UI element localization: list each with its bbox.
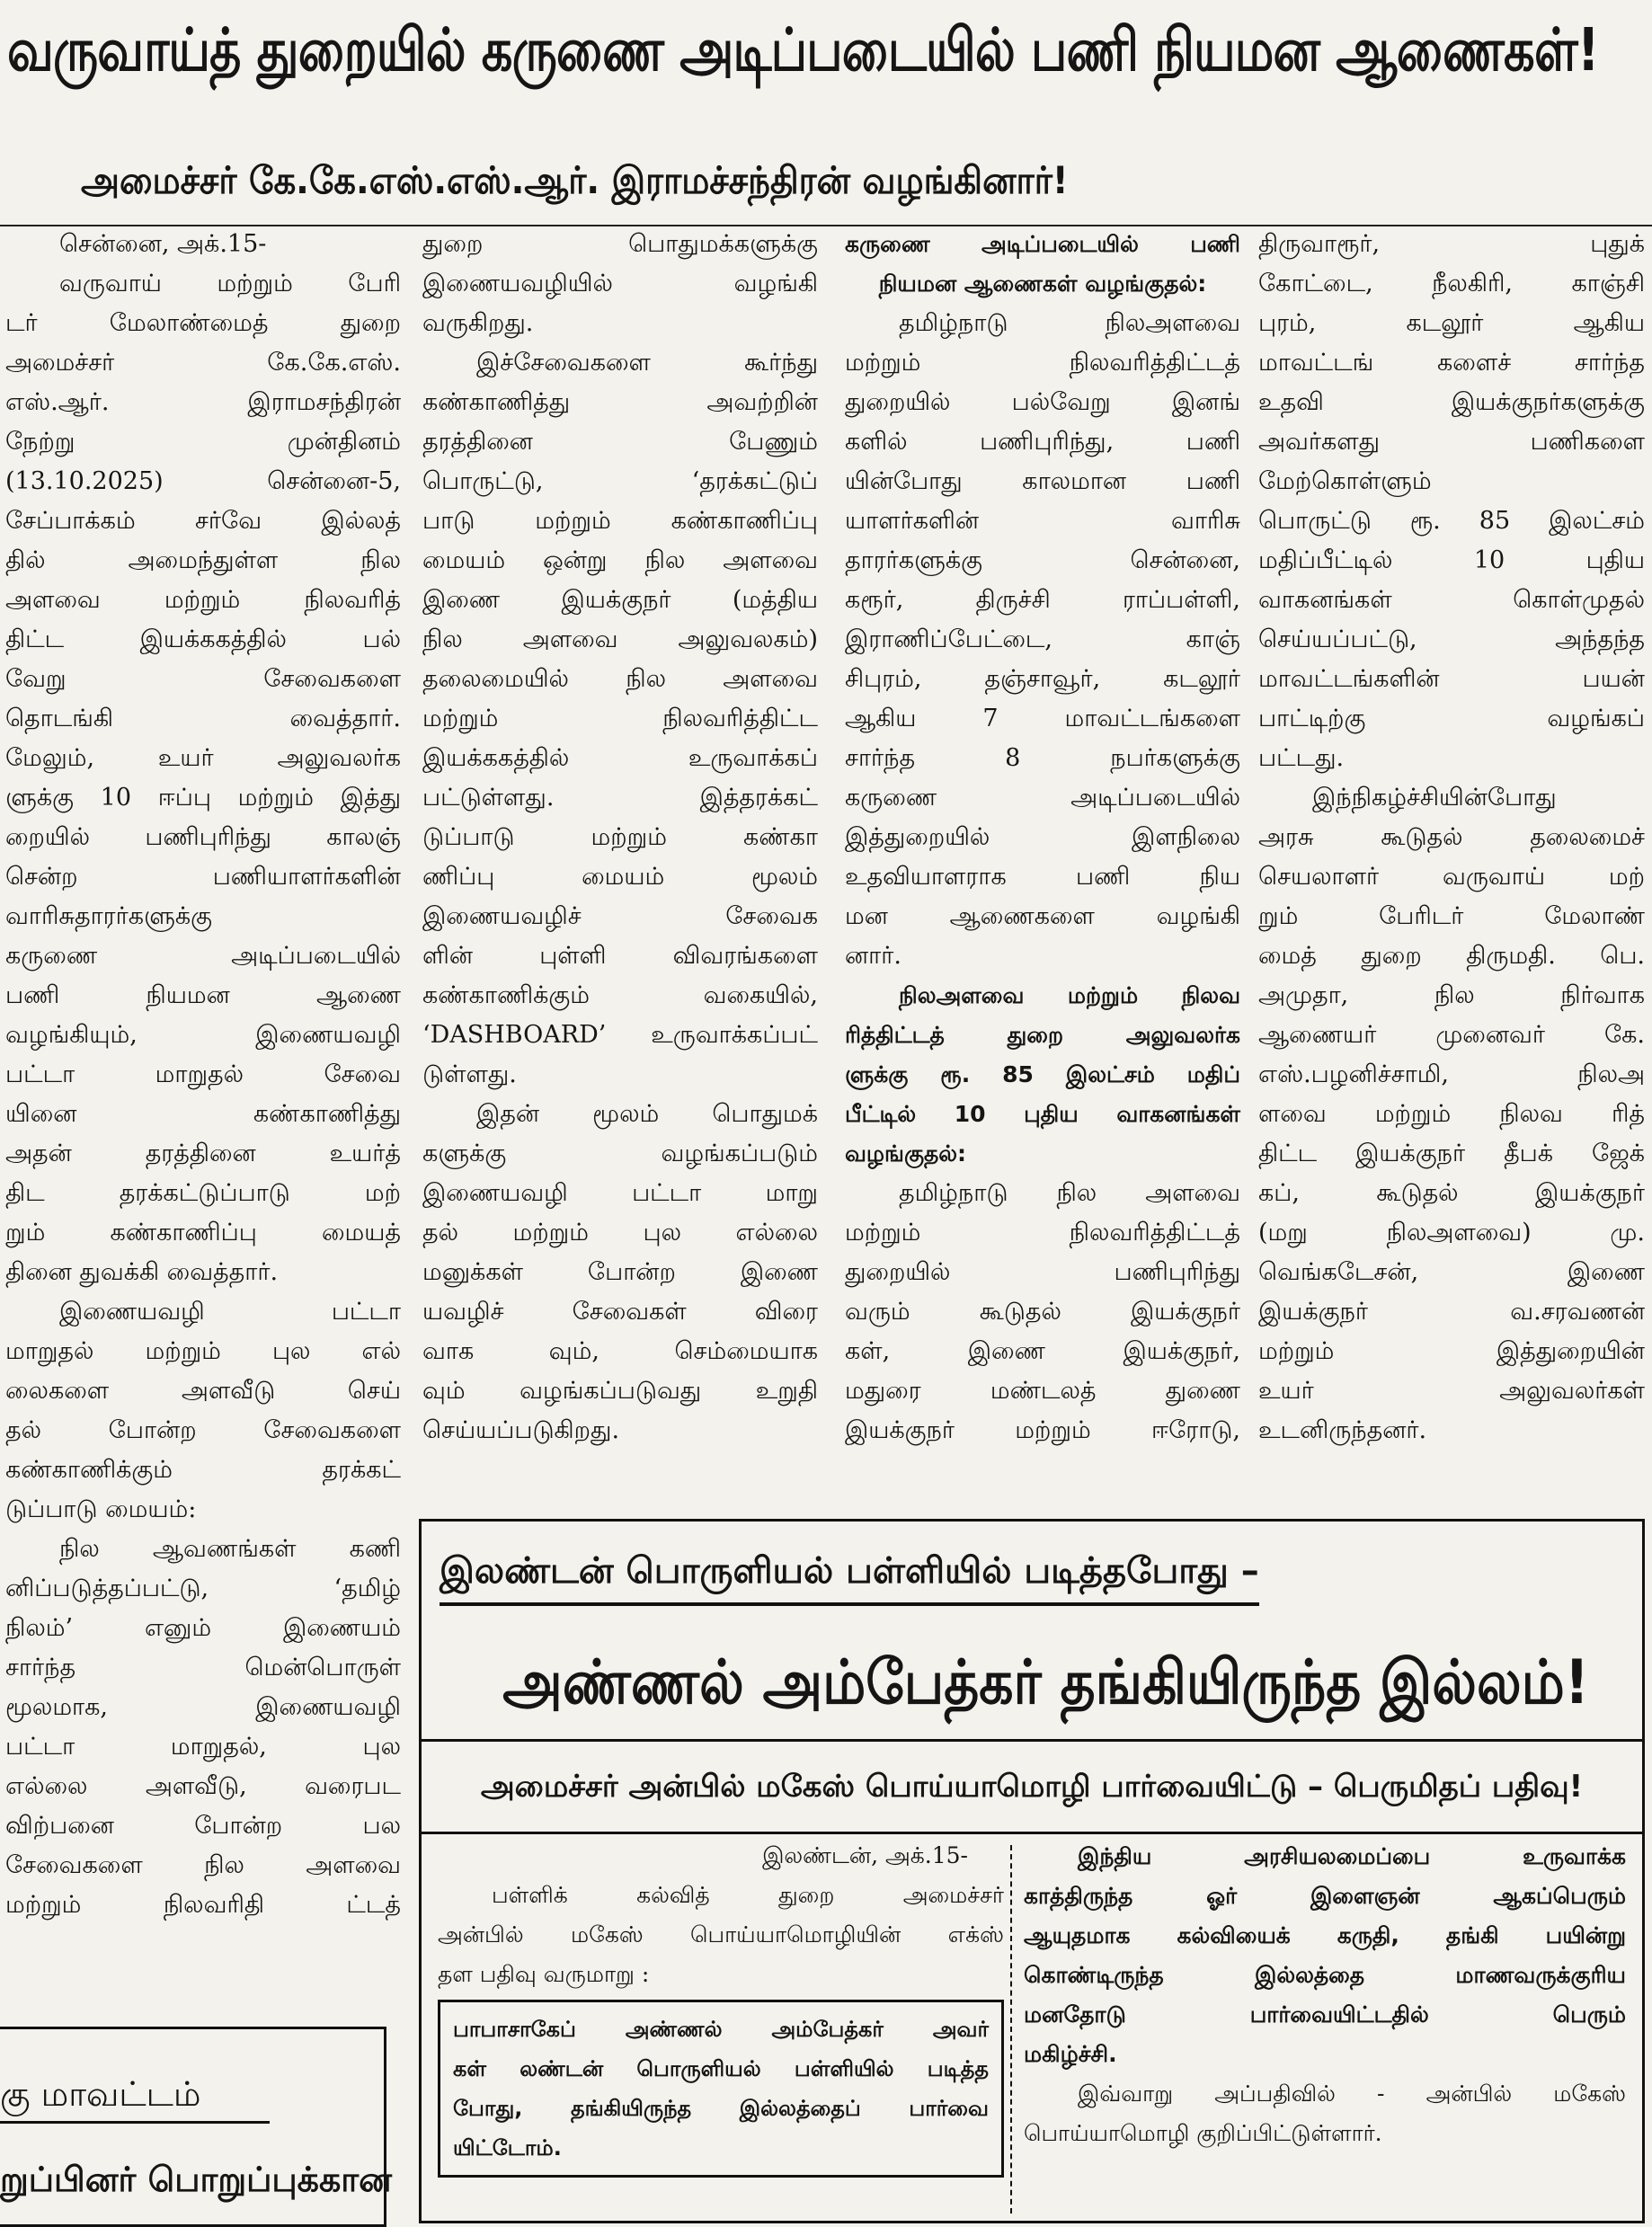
article-line: பொருட்டு, ‘தரக்கட்டுப் xyxy=(422,467,818,495)
article-line: சேப்பாக்கம் சர்வே இல்லத் xyxy=(5,507,401,535)
box-divider xyxy=(1010,1845,1012,2214)
article-line: வாகனங்கள் கொள்முதல் xyxy=(1258,586,1645,614)
article-line: உயர் அலுவலர்கள் xyxy=(1258,1377,1645,1405)
article-line: செய்யப்பட்டு, அந்தந்த xyxy=(1258,626,1645,653)
article-line: புரம், கடலூர் ஆகிய xyxy=(1258,309,1645,337)
article-line: றையில் பணிபுரிந்து காலஞ் xyxy=(5,823,401,851)
article-line: ரித்திட்டத் துறை அலுவலர்க xyxy=(845,1022,1240,1048)
article-line: தலைமையில் நில அளவை xyxy=(422,665,818,693)
article-line: தொடங்கி வைத்தார். xyxy=(5,705,401,732)
article-line: வும் வழங்கப்படுவது உறுதி xyxy=(422,1377,818,1405)
article-line: மற்றும் நிலவரித்திட்டத் xyxy=(845,349,1240,377)
article-line: கப், கூடுதல் இயக்குநர் xyxy=(1258,1179,1645,1207)
article-line: சென்னை, அக்.15- xyxy=(59,230,267,258)
article-line: திட்ட இயக்குநர் தீபக் ஜேக் xyxy=(1258,1140,1645,1167)
article-line: யின்போது காலமான பணி xyxy=(845,467,1240,495)
article-line: வேறு சேவைகளை xyxy=(5,665,401,693)
article-line: அமைச்சர் கே.கே.எஸ். xyxy=(5,349,401,377)
article-line: தாரர்களுக்கு சென்னை, xyxy=(845,546,1240,574)
article-line: மற்றும் இத்துறையின் xyxy=(1258,1337,1645,1365)
article-line: எஸ்.பழனிச்சாமி, நிலஅ xyxy=(1258,1060,1645,1088)
article-line: இராணிப்பேட்டை, காஞ் xyxy=(845,626,1240,653)
article-line: துறையில் பணிபுரிந்து xyxy=(845,1258,1240,1286)
article-line: பணி நியமன ஆணை xyxy=(5,981,401,1009)
article-line: தினை துவக்கி வைத்தார். xyxy=(5,1258,279,1286)
article-line: லைகளை அளவீடு செய் xyxy=(5,1377,401,1405)
box-subheadline: அமைச்சர் அன்பில் மகேஸ் பொய்யாமொழி பார்வையிட்டு – பெருமிதப் பதிவு! xyxy=(422,1739,1642,1834)
article-line: மற்றும் நிலவரித்திட்ட xyxy=(422,705,818,732)
article-line: நிலஅளவை மற்றும் நிலவ xyxy=(899,982,1240,1008)
article-line: வழங்குதல்: xyxy=(845,1140,967,1167)
article-line: பாடு மற்றும் கண்காணிப்பு xyxy=(422,507,818,535)
article-line: கண்காணிக்கும் வகையில், xyxy=(422,981,818,1009)
article-line: பாட்டிற்கு வழங்கப் xyxy=(1258,705,1645,732)
article-line: றும் பேரிடர் மேலாண் xyxy=(1258,902,1645,930)
article-line: மற்றும் நிலவரிதி ட்டத் xyxy=(5,1891,401,1919)
article-line: இந்நிகழ்ச்சியின்போது xyxy=(1312,784,1557,812)
article-line: யாளர்களின் வாரிசு xyxy=(845,507,1240,535)
article-line: பட்டுள்ளது. இத்தரக்கட் xyxy=(422,784,818,812)
article-line: உதவியாளராக பணி நிய xyxy=(845,863,1240,891)
article-line: தரத்தினை பேணும் xyxy=(422,428,818,456)
box-right-bold-3: ஆயுதமாக கல்வியைக் கருதி, தங்கி பயின்று xyxy=(1024,1922,1626,1948)
box-dateline: இலண்டன், அக்.15- xyxy=(762,1842,968,1868)
article-line: நில அளவை அலுவலகம்) xyxy=(422,626,818,653)
article-line: வாக வும், செம்மையாக xyxy=(422,1337,818,1365)
article-line: மதிப்பீட்டில் 10 புதிய xyxy=(1258,546,1645,574)
article-line: செயலாளர் வருவாய் மற் xyxy=(1258,863,1645,891)
box-kicker: இலண்டன் பொருளியல் பள்ளியில் படித்தபோது – xyxy=(440,1539,1259,1606)
article-line: இணையவழி பட்டா மாறு xyxy=(422,1179,818,1207)
main-headline: வருவாய்த் துறையில் கருணை அடிப்படையில் பணி நியமன ஆணைகள்! xyxy=(7,15,1599,84)
article-line: துறை பொதுமக்களுக்கு xyxy=(422,230,818,258)
article-line: இயக்ககத்தில் உருவாக்கப் xyxy=(422,744,818,772)
article-line: நியமன ஆணைகள் வழங்குதல்: xyxy=(878,271,1207,297)
ambedkar-story-box xyxy=(419,1519,1645,2223)
article-line: ‘DASHBOARD’ உருவாக்கப்பட் xyxy=(422,1021,818,1049)
article-line: மையம் ஒன்று நில அளவை xyxy=(422,546,818,574)
article-line: துறையில் பல்வேறு இனங் xyxy=(845,388,1240,416)
box-quote-line-1: பாபாசாகேப் அண்ணல் அம்பேத்கர் அவர் xyxy=(453,2017,989,2042)
box-right-column xyxy=(1024,1836,1626,2152)
article-line: இணையவழியில் வழங்கி xyxy=(422,270,818,297)
box-right-bold-4: கொண்டிருந்த இல்லத்தை மாணவருக்குரிய xyxy=(1024,1962,1626,1988)
article-line: ளுக்கு 10 ஈப்பு மற்றும் இத்து xyxy=(5,784,401,812)
article-line: பட்டா மாறுதல் சேவை xyxy=(5,1060,401,1088)
article-line: டர் மேலாண்மைத் துறை xyxy=(5,309,401,337)
article-column-3 xyxy=(845,225,1240,1451)
article-line: மன ஆணைகளை வழங்கி xyxy=(845,902,1240,930)
article-line: மாறுதல் மற்றும் புல எல் xyxy=(5,1337,401,1365)
article-line: தமிழ்நாடு நில அளவை xyxy=(899,1179,1240,1207)
box-left-line-2: அன்பில் மகேஸ் பொய்யாமொழியின் எக்ஸ் xyxy=(438,1921,1004,1948)
article-line: தமிழ்நாடு நிலஅளவை xyxy=(899,309,1240,337)
side-box-line-2: றுப்பினர் பொறுப்புக்கான xyxy=(0,2160,392,2199)
article-line: பட்டது. xyxy=(1258,744,1345,772)
article-line: மேற்கொள்ளும் xyxy=(1258,467,1432,495)
article-line: வருகிறது. xyxy=(422,309,534,337)
article-line: சார்ந்த மென்பொருள் xyxy=(5,1654,401,1681)
article-line: இணையவழிச் சேவைக xyxy=(422,902,818,930)
article-line: நிலம்’ எனும் இணையம் xyxy=(5,1614,401,1642)
article-line: டுப்பாடு மையம்: xyxy=(5,1495,197,1523)
article-column-4 xyxy=(1258,225,1645,1451)
article-line: (மறு நிலஅளவை) மு. xyxy=(1258,1219,1645,1247)
article-line: கருணை அடிப்படையில் பணி xyxy=(845,231,1240,257)
article-line: உதவி இயக்குநர்களுக்கு xyxy=(1258,388,1645,416)
article-line: இணை இயக்குநர் (மத்திய xyxy=(422,586,818,614)
article-line: சார்ந்த 8 நபர்களுக்கு xyxy=(845,744,1240,772)
article-column-1 xyxy=(5,225,401,1925)
article-line: ளுக்கு ரூ. 85 இலட்சம் மதிப் xyxy=(845,1061,1240,1087)
article-line: ளவை மற்றும் நிலவ ரித் xyxy=(1258,1100,1645,1128)
article-line: மாவட்டங் களைச் சார்ந்த xyxy=(1258,349,1645,377)
article-column-2 xyxy=(422,225,818,1451)
article-line: வருவாய் மற்றும் பேரி xyxy=(59,270,401,297)
article-line: டுள்ளது. xyxy=(422,1060,517,1088)
article-line: ஆகிய 7 மாவட்டங்களை xyxy=(845,705,1240,732)
article-line: விற்பனை போன்ற பல xyxy=(5,1812,401,1840)
article-line: வரும் கூடுதல் இயக்குநர் xyxy=(845,1298,1240,1326)
sub-headline: அமைச்சர் கே.கே.எஸ்.எஸ்.ஆர். இராமச்சந்திரன் வழங்கினார்! xyxy=(81,158,1069,202)
box-left-column xyxy=(438,1836,1004,2178)
article-line: னார். xyxy=(845,942,901,970)
article-line: நில ஆவணங்கள் கணி xyxy=(59,1535,401,1563)
article-line: மதுரை மண்டலத் துணை xyxy=(845,1377,1240,1405)
article-line: அளவை மற்றும் நிலவரித் xyxy=(5,586,401,614)
article-line: களுக்கு வழங்கப்படும் xyxy=(422,1140,818,1167)
article-line: வழங்கியும், இணையவழி xyxy=(5,1021,401,1049)
article-line: கண்காணித்து அவற்றின் xyxy=(422,388,818,416)
article-line: பட்டா மாறுதல், புல xyxy=(5,1733,401,1761)
box-quote-line-4: யிட்டோம். xyxy=(453,2135,562,2160)
article-line: மற்றும் நிலவரித்திட்டத் xyxy=(845,1219,1240,1247)
article-line: கருணை அடிப்படையில் xyxy=(845,784,1240,812)
article-line: யவழிச் சேவைகள் விரை xyxy=(422,1298,818,1326)
article-line: கருணை அடிப்படையில் xyxy=(5,942,401,970)
article-line: மனுக்கள் போன்ற இணை xyxy=(422,1258,818,1286)
box-headline: அண்ணல் அம்பேத்கர் தங்கியிருந்த இல்லம்! xyxy=(502,1647,1590,1718)
article-line: தல் மற்றும் புல எல்லை xyxy=(422,1219,818,1247)
article-line: அமுதா, நில நிர்வாக xyxy=(1258,981,1645,1009)
article-line: எல்லை அளவீடு, வரைபட xyxy=(5,1772,401,1800)
article-line: செய்யப்படுகிறது. xyxy=(422,1416,620,1444)
article-line: தில் அமைந்துள்ள நில xyxy=(5,546,401,574)
article-line: ளின் புள்ளி விவரங்களை xyxy=(422,942,818,970)
article-line: ணிப்பு மையம் மூலம் xyxy=(422,863,818,891)
article-line: இதன் மூலம் பொதுமக் xyxy=(476,1100,818,1128)
article-line: சென்ற பணியாளர்களின் xyxy=(5,863,401,891)
article-line: வாரிசுதாரர்களுக்கு xyxy=(5,902,212,930)
article-line: மைத் துறை திருமதி. பெ. xyxy=(1258,942,1645,970)
article-line: டுப்பாடு மற்றும் கண்கா xyxy=(422,823,818,851)
article-line: னிப்படுத்தப்பட்டு, ‘தமிழ் xyxy=(5,1575,401,1602)
box-quote-line-3: போது, தங்கியிருந்த இல்லத்தைப் பார்வை xyxy=(453,2096,989,2121)
side-box-line-1: கு மாவட்டம் xyxy=(0,2067,270,2124)
box-right-bold-5: மனதோடு பார்வையிட்டதில் பெரும் xyxy=(1024,2001,1626,2027)
article-line: (13.10.2025) சென்னை-5, xyxy=(5,467,401,495)
article-line: கள், இணை இயக்குநர், xyxy=(845,1337,1240,1365)
box-right-line-2: பொய்யாமொழி குறிப்பிட்டுள்ளார். xyxy=(1024,2120,1382,2146)
article-line: அரசு கூடுதல் தலைமைச் xyxy=(1258,823,1645,851)
article-line: மேலும், உயர் அலுவலர்க xyxy=(5,744,401,772)
article-line: பொருட்டு ரூ. 85 இலட்சம் xyxy=(1258,507,1645,535)
article-line: பீட்டில் 10 புதிய வாகனங்கள் xyxy=(845,1101,1240,1127)
article-line: இணையவழி பட்டா xyxy=(59,1298,401,1326)
article-line: திருவாரூர், புதுக் xyxy=(1258,230,1645,258)
article-line: ஆணையர் முனைவர் கே. xyxy=(1258,1021,1645,1049)
article-line: உடனிருந்தனர். xyxy=(1258,1416,1427,1444)
article-line: இச்சேவைகளை கூர்ந்து xyxy=(476,349,818,377)
article-line: கண்காணிக்கும் தரக்கட் xyxy=(5,1456,401,1484)
article-line: எஸ்.ஆர். இராமசந்திரன் xyxy=(5,388,401,416)
article-line: திட தரக்கட்டுப்பாடு மற் xyxy=(5,1179,401,1207)
article-line: சிபுரம், தஞ்சாவூர், கடலூர் xyxy=(845,665,1240,693)
box-right-bold-1: இந்திய அரசியலமைப்பை உருவாக்க xyxy=(1078,1843,1626,1869)
box-right-line-1: இவ்வாறு அப்பதிவில் - அன்பில் மகேஸ் xyxy=(1078,2081,1626,2107)
box-quote-line-2: கள் லண்டன் பொருளியல் பள்ளியில் படித்த xyxy=(453,2056,989,2081)
article-line: நேற்று முன்தினம் xyxy=(5,428,401,456)
article-line: கரூர், திருச்சி ராப்பள்ளி, xyxy=(845,586,1240,614)
article-line: வெங்கடேசன், இணை xyxy=(1258,1258,1645,1286)
article-line: யினை கண்காணித்து xyxy=(5,1100,401,1128)
box-right-bold-2: காத்திருந்த ஓர் இளைஞன் ஆகப்பெரும் xyxy=(1024,1883,1626,1909)
article-line: இயக்குநர் மற்றும் ஈரோடு, xyxy=(845,1416,1240,1444)
box-quote xyxy=(438,2000,1004,2178)
article-line: மூலமாக, இணையவழி xyxy=(5,1693,401,1721)
article-line: இத்துறையில் இளநிலை xyxy=(845,823,1240,851)
article-line: அவர்களது பணிகளை xyxy=(1258,428,1645,456)
article-line: தல் போன்ற சேவைகளை xyxy=(5,1416,401,1444)
article-line: திட்ட இயக்ககத்தில் பல் xyxy=(5,626,401,653)
box-left-line-1: பள்ளிக் கல்வித் துறை அமைச்சர் xyxy=(492,1882,1004,1908)
article-line: சேவைகளை நில அளவை xyxy=(5,1851,401,1879)
article-line: களில் பணிபுரிந்து, பணி xyxy=(845,428,1240,456)
article-line: கோட்டை, நீலகிரி, காஞ்சி xyxy=(1258,270,1645,297)
article-line: இயக்குநர் வ.சரவணன் xyxy=(1258,1298,1645,1326)
box-right-bold-6: மகிழ்ச்சி. xyxy=(1024,2041,1117,2067)
article-line: மாவட்டங்களின் பயன் xyxy=(1258,665,1645,693)
article-line: றும் கண்காணிப்பு மையத் xyxy=(5,1219,401,1247)
article-line: அதன் தரத்தினை உயர்த் xyxy=(5,1140,401,1167)
box-left-line-3: தள பதிவு வருமாறு : xyxy=(438,1961,650,1987)
